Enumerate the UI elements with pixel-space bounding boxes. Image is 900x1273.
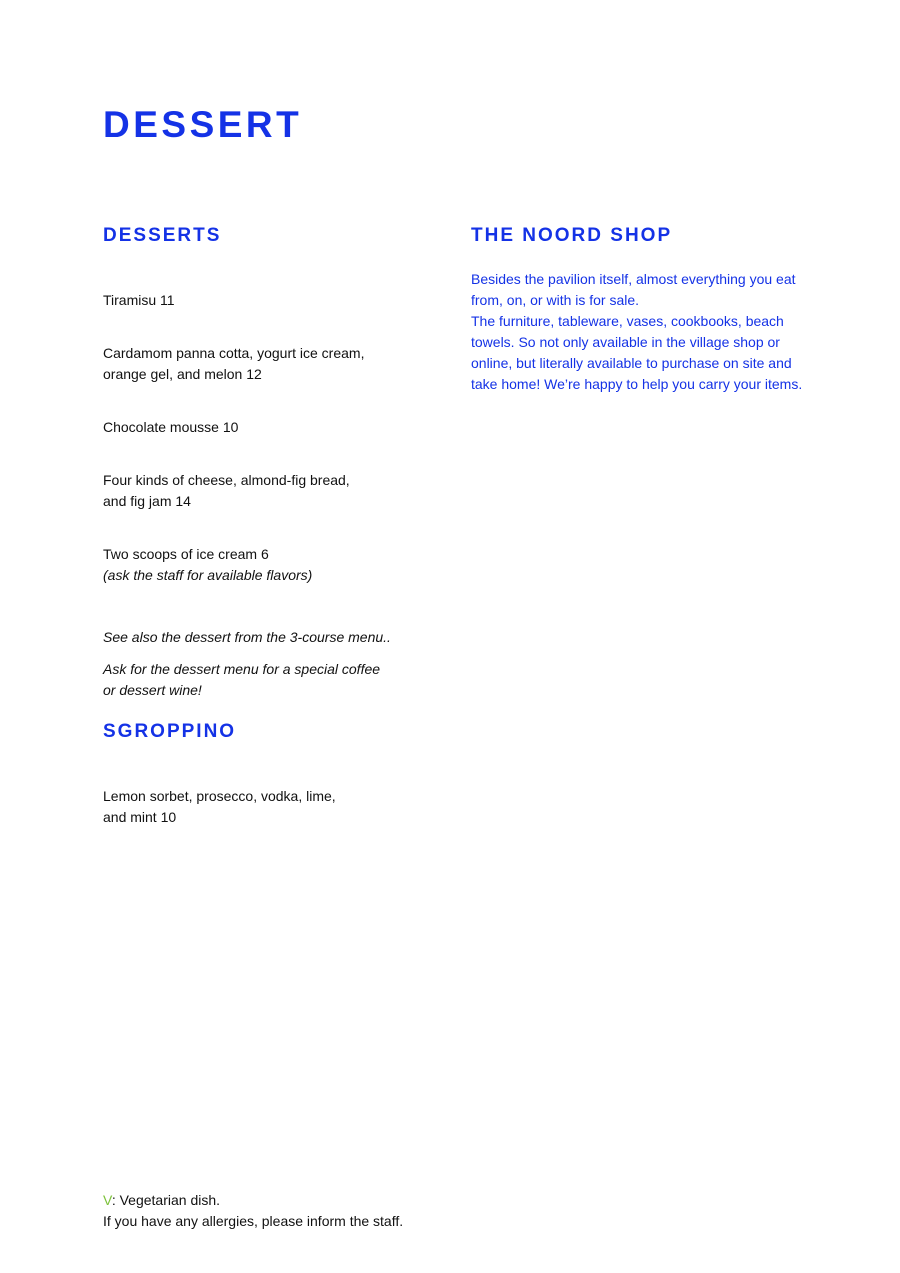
- menu-item-ice-cream: [103, 523, 433, 607]
- desserts-list: [103, 269, 433, 607]
- shop-heading: THE NOORD SHOP: [471, 225, 673, 246]
- desserts-notes: [103, 627, 433, 701]
- menu-item-text: Lemon sorbet, prosecco, vodka, lime, and mint 10: [103, 788, 336, 825]
- sgroppino-heading: SGROPPINO: [103, 721, 237, 742]
- menu-item-text: Two scoops of ice cream 6: [103, 546, 269, 562]
- desserts-heading: DESSERTS: [103, 225, 222, 246]
- menu-item-text: Tiramisu 11: [103, 292, 175, 308]
- vegetarian-legend: [103, 1190, 403, 1211]
- menu-item-text: Four kinds of cheese, almond-fig bread, and fig jam 14: [103, 472, 350, 509]
- note-three-course: See also the dessert from the 3-course menu..: [103, 629, 391, 645]
- shop-column: [471, 224, 816, 395]
- menu-item-panna-cotta: [103, 322, 433, 385]
- shop-description: Besides the pavilion itself, almost everything you eat from, on, or with is for sale. The furniture, tableware, vases, cookbooks, beach towels. So not only available in the village shop or online, but literally available to purchase on site and take home! We’re happy to help you carry your items.: [471, 271, 803, 392]
- allergy-notice: If you have any allergies, please inform the staff.: [103, 1213, 404, 1229]
- menu-item-chocolate-mousse: [103, 396, 433, 438]
- vegetarian-symbol: V: [103, 1192, 112, 1208]
- footer: [103, 1190, 403, 1232]
- sgroppino-list: [103, 765, 433, 828]
- menu-item-note: (ask the staff for available flavors): [103, 567, 313, 583]
- menu-item-sgroppino: [103, 765, 433, 828]
- menu-item-tiramisu: [103, 269, 433, 311]
- desserts-column: [103, 224, 433, 839]
- menu-item-text: Chocolate mousse 10: [103, 419, 239, 435]
- page-title: DESSERT: [103, 104, 303, 145]
- menu-item-text: Cardamom panna cotta, yogurt ice cream, orange gel, and melon 12: [103, 345, 365, 382]
- note-dessert-menu: Ask for the dessert menu for a special coffee or dessert wine!: [103, 661, 381, 698]
- vegetarian-text: : Vegetarian dish.: [111, 1192, 221, 1208]
- menu-item-cheese: [103, 449, 433, 512]
